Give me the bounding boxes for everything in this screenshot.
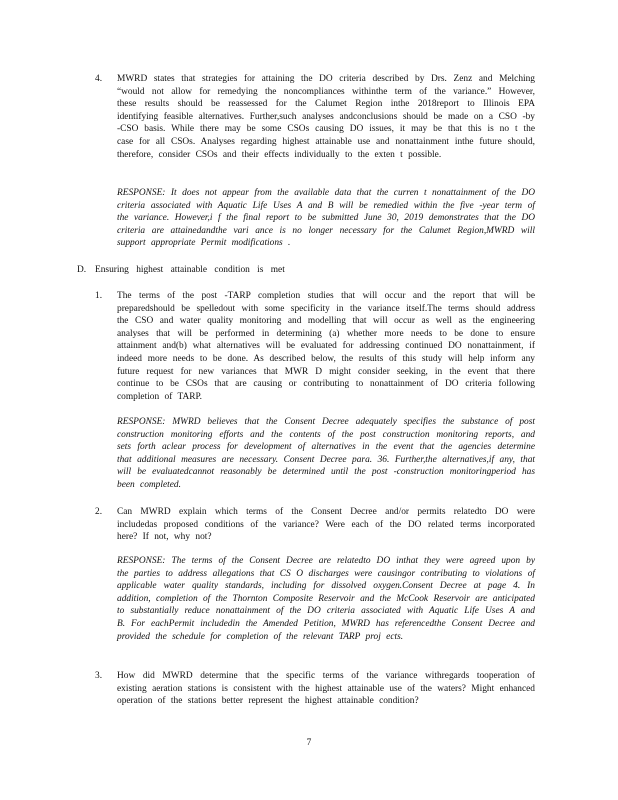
item-c4-text: MWRD states that strategies for attaining the DO criteria described by Drs. Zenz and Melching “would not allow for remedying the noncompliances withinthe term of the variance.” However, these results should be reassessed for the Calumet Region inthe 2018report to Illinois EPA identifying feasible alternatives. Further,such analyses andconclusions should be made on a CSO -by -CSO basis. While there may be some CSOs causing DO issues, it may be that this is no t the case for all CSOs. Analyses regarding highest attainable use and nonattainment inthe future should, therefore, consider CSOs and their effects individually to the exten t possible.	[117, 74, 535, 160]
item-d1-response: RESPONSE: MWRD believes that the Consent Decree adequately specifies the substance of post construction monitoring efforts and the contents of the post construction monitoring reports, and sets forth aclear process for development of alternatives in the event that the agencies determine that additional measures are necessary. Consent Decree para. 36. Further,the alternatives,if any, that will be evaluatedcannot reasonably be determined until the post -construction monitoringperiod has been completed.	[117, 417, 535, 490]
item-c4-response: RESPONSE: It does not appear from the available data that the curren t nonattainment of the DO criteria associated with Aquatic Life Uses A and B will be remedied within the five -year term of the variance. However,i f the final report to be submitted June 30, 2019 demonstrates that the DO criteria are attainedandthe vari ance is no longer necessary for the Calumet Region,MWRD will support appropriate Permit modifications .	[117, 188, 535, 249]
item-number: 4.	[95, 74, 103, 84]
section-title: Ensuring highest attainable condition is met	[95, 265, 285, 275]
item-d2-text: Can MWRD explain which terms of the Consent Decree and/or permits relatedto DO were includedas proposed conditions of the variance? Were each of the DO related terms incorporated here? If not, why not?	[117, 507, 535, 543]
page-number: 7	[306, 738, 312, 748]
item-number: 3.	[95, 671, 103, 681]
item-number: 1.	[95, 291, 103, 301]
item-d1-text: The terms of the post -TARP completion studies that will occur and the report that will be preparedshould be spelledout with some specificity in the variance itself.The terms should address the CSO and water quality monitoring and modelling that will occur as well as the engineering analyses that will be performed in determining (a) whether more needs to be done to ensure attainment and(b) what alternatives will be evaluated for addressing continued DO nonattainment, if indeed more needs to be done. As described below, the results of this study will help inform any future request for new variances that MWR D might consider seeking, in the event that there continue to be CSOs that are causing or contributing to nonattainment of DO criteria following completion of TARP.	[117, 291, 535, 402]
item-d3-text: How did MWRD determine that the specific terms of the variance withregards tooperation of existing aeration stations is consistent with the highest attainable use of the waters? Might enhanced operation of the stations better represent the highest attainable condition?	[117, 671, 535, 707]
item-number: 2.	[95, 507, 103, 517]
section-letter: D.	[77, 265, 87, 275]
item-d2-response: RESPONSE: The terms of the Consent Decree are relatedto DO inthat they were agreed upon by the parties to address allegations that CS O discharges were causingor contributing to violations of applicable water quality standards, including for dissolved oxygen.Consent Decree at page 4. In addition, completion of the Thornton Composite Reservoir and the McCook Reservoir are anticipated to substantially reduce nonattainment of the DO criteria associated with Aquatic Life Uses A and B. For eachPermit includedin the Amended Petition, MWRD has referencedthe Consent Decree and provided the schedule for completion of the relevant TARP proj ects.	[117, 556, 535, 642]
